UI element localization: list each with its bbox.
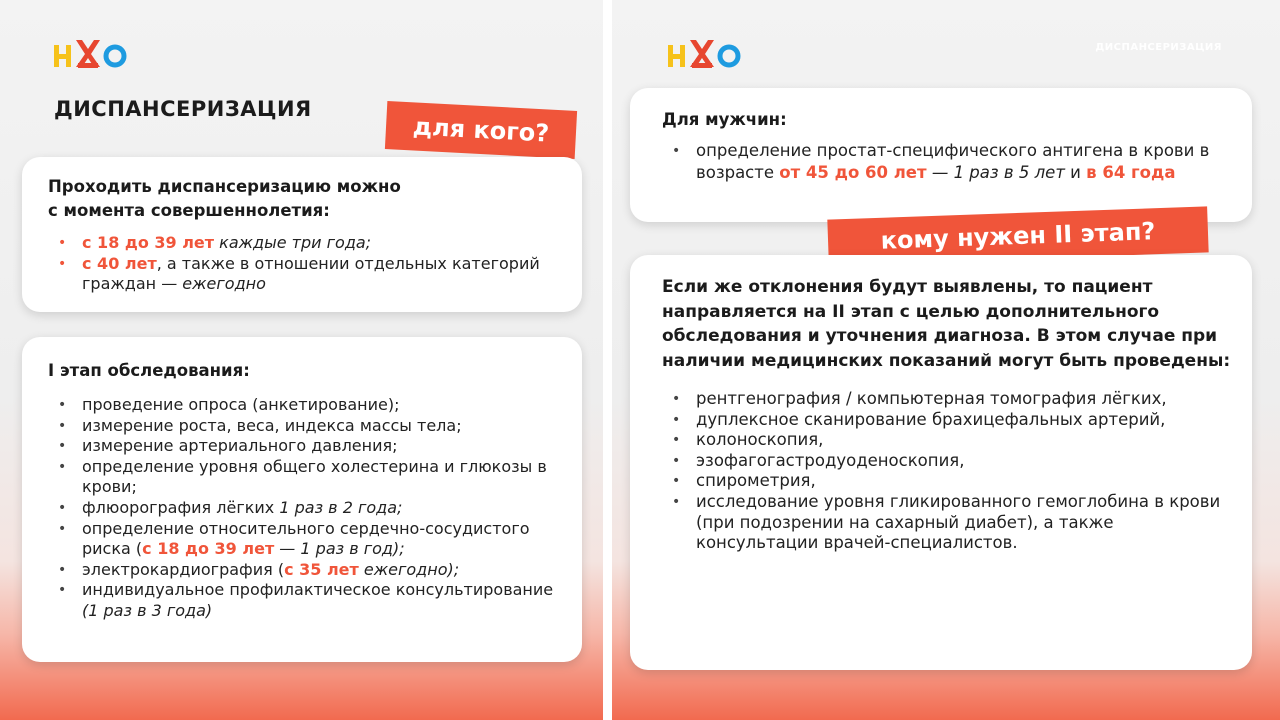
stage1-heading: I этап обследования: xyxy=(48,361,250,380)
ndo-logo xyxy=(666,36,746,70)
list-item: • спирометрия, xyxy=(662,471,1232,492)
men-list xyxy=(662,140,1232,184)
right-slide xyxy=(612,0,1280,720)
list-item: • индивидуальное профилактическое консультирование (1 раз в 3 года) xyxy=(48,580,562,621)
list-item: • флюорография лёгких 1 раз в 2 года; xyxy=(48,498,562,519)
men-card xyxy=(630,88,1252,222)
list-item: • определение простат-специфического антигена в крови в возрасте от 45 до 60 лет — 1 раз в 5 лет и в 64 года xyxy=(662,140,1232,184)
list-item: • рентгенография / компьютерная томография лёгких, xyxy=(662,389,1232,410)
list-item: • с 40 лет, а также в отношении отдельных категорий граждан — ежегодно xyxy=(48,254,562,295)
stage2-list xyxy=(662,389,1232,554)
ndo-logo xyxy=(52,36,132,70)
list-item: • измерение артериального давления; xyxy=(48,436,562,457)
eligibility-heading: Проходить диспансеризацию можно с момента совершеннолетия: xyxy=(48,177,401,220)
list-item: • колоноскопия, xyxy=(662,430,1232,451)
main-title: ДИСПАНСЕРИЗАЦИЯ xyxy=(54,97,312,121)
eligibility-list xyxy=(48,233,562,295)
stage2-heading: Если же отклонения будут выявлены, то пациент направляется на II этап с целью дополнительного обследования и уточнения диагноза. В этом случае при наличии медицинских показаний могут быть проведены: xyxy=(662,277,1231,371)
list-item: • определение относительного сердечно-сосудистого риска (с 18 до 39 лет — 1 раз в год); xyxy=(48,519,562,560)
list-item: • дуплексное сканирование брахицефальных артерий, xyxy=(662,410,1232,431)
list-item: • проведение опроса (анкетирование); xyxy=(48,395,562,416)
list-item: • измерение роста, веса, индекса массы тела; xyxy=(48,416,562,437)
list-item: • электрокардиография (с 35 лет ежегодно); xyxy=(48,560,562,581)
list-item: • эзофагогастродуоденоскопия, xyxy=(662,451,1232,472)
men-heading: Для мужчин: xyxy=(662,110,787,129)
list-item: • определение уровня общего холестерина и глюкозы в крови; xyxy=(48,457,562,498)
list-item: • с 18 до 39 лет каждые три года; xyxy=(48,233,562,254)
list-item: • исследование уровня гликированного гемоглобина в крови (при подозрении на сахарный диабет), а также консультации врачей-специалистов. xyxy=(662,492,1232,554)
who-ribbon: для кого? xyxy=(385,101,577,159)
eligibility-card xyxy=(22,157,582,312)
stage1-card xyxy=(22,337,582,662)
stage1-list xyxy=(48,395,562,622)
left-slide xyxy=(0,0,603,720)
stage2-card xyxy=(630,255,1252,670)
header-tag: ДИСПАНСЕРИЗАЦИЯ xyxy=(1095,42,1222,53)
stage2-ribbon: кому нужен II этап? xyxy=(827,206,1208,265)
